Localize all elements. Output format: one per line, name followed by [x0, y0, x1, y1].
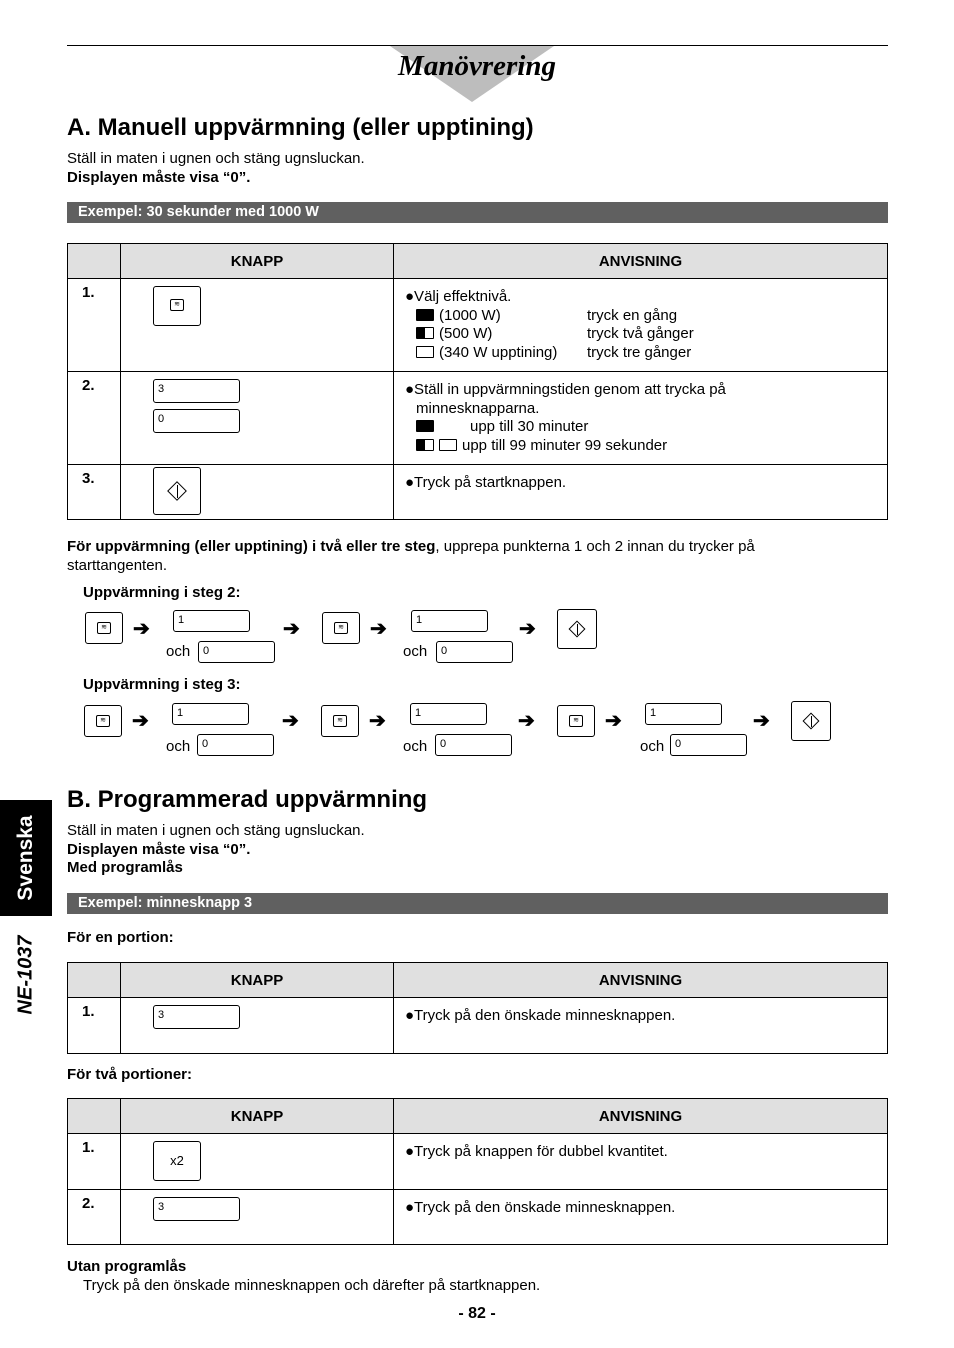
section-a-table — [67, 243, 888, 520]
arrow-icon: ➔ — [370, 618, 387, 640]
section-a-intro-1: Ställ in maten i ugnen och stäng ugnsluckan. — [67, 150, 365, 167]
model-label: NE-1037 — [14, 935, 37, 1015]
memory-key-0[interactable]: 0 — [197, 734, 274, 756]
step-number: 1. — [68, 998, 121, 1054]
waves-icon: ≋ — [96, 715, 110, 727]
och-label: och — [166, 643, 191, 660]
memory-key-3[interactable]: 3 — [153, 379, 240, 403]
step-number: 1. — [68, 279, 121, 372]
double-quantity-button[interactable]: x2 — [153, 1141, 201, 1181]
arrow-icon: ➔ — [283, 618, 300, 640]
power-level-button[interactable] — [322, 612, 360, 644]
col-knapp: KNAPP — [121, 1099, 394, 1134]
utan-programlas-text: Tryck på den önskade minnesknappen och därefter på startknappen. — [83, 1277, 541, 1294]
table-row: 1. 3 ●Tryck på den önskade minnesknappen. — [68, 998, 888, 1054]
waves-icon: ≋ — [334, 622, 348, 634]
arrow-icon: ➔ — [753, 710, 770, 732]
memory-key-3[interactable]: 3 — [153, 1197, 240, 1221]
memory-key-0[interactable]: 0 — [435, 734, 512, 756]
waves-icon: ≋ — [333, 715, 347, 727]
arrow-icon: ➔ — [282, 710, 299, 732]
step-number: 2. — [68, 372, 121, 465]
memory-key-1[interactable]: 1 — [173, 610, 250, 632]
waves-icon: ≋ — [97, 622, 111, 634]
section-b-intro-3: Med programlås — [67, 859, 183, 876]
section-a-intro-2: Displayen måste visa “0”. — [67, 169, 251, 186]
och-label: och — [640, 738, 665, 755]
arrow-icon: ➔ — [132, 710, 149, 732]
power-defrost-icon — [416, 346, 434, 358]
table-row: 1. ≋ ●Välj effektnivå. (1000 W) tryck en gång (500 W) tryck två gånger (340 W upptining) tryck tre gånger — [68, 279, 888, 372]
steg2-label: Uppvärmning i steg 2: — [83, 584, 241, 601]
language-tab-label: Svenska — [14, 815, 37, 901]
waves-icon: ≋ — [170, 299, 184, 311]
utan-programlas-label: Utan programlås — [67, 1258, 187, 1275]
col-knapp: KNAPP — [121, 963, 394, 998]
two-portion-table — [67, 1098, 888, 1245]
tva-portioner-label: För två portioner: — [67, 1066, 193, 1083]
section-b-heading: B. Programmerad uppvärmning — [67, 786, 428, 813]
section-a-example-bar: Exempel: 30 sekunder med 1000 W — [67, 202, 888, 223]
memory-key-0[interactable]: 0 — [670, 734, 747, 756]
memory-key-1[interactable]: 1 — [172, 703, 249, 725]
och-label: och — [403, 738, 428, 755]
memory-key-1[interactable]: 1 — [411, 610, 488, 632]
power-level-button[interactable] — [153, 286, 201, 326]
memory-key-3[interactable]: 3 — [153, 1005, 240, 1029]
memory-key-0[interactable]: 0 — [198, 641, 275, 663]
col-anvisning: ANVISNING — [394, 1099, 888, 1134]
arrow-icon: ➔ — [519, 618, 536, 640]
page-title: Manövrering — [398, 50, 556, 82]
table-row: 1. x2 ●Tryck på knappen för dubbel kvantitet. — [68, 1134, 888, 1190]
page-number: - 82 - — [458, 1305, 496, 1322]
power-defrost-icon — [439, 439, 457, 451]
waves-icon: ≋ — [569, 715, 583, 727]
memory-key-0[interactable]: 0 — [436, 641, 513, 663]
power-half-icon — [416, 439, 434, 451]
step1-bullet: ●Välj effektnivå. — [405, 288, 512, 305]
power-full-icon — [416, 420, 434, 432]
power-level-button[interactable] — [557, 705, 595, 737]
col-anvisning: ANVISNING — [394, 963, 888, 998]
section-b-example-bar: Exempel: minnesknapp 3 — [67, 893, 888, 914]
power-full-icon — [416, 309, 434, 321]
table-row: 2. 3 ●Tryck på den önskade minnesknappen. — [68, 1190, 888, 1245]
en-portion-label: För en portion: — [67, 929, 174, 946]
memory-key-0[interactable]: 0 — [153, 409, 240, 433]
section-a-heading: A. Manuell uppvärmning (eller upptining) — [67, 114, 534, 141]
memory-key-1[interactable]: 1 — [410, 703, 487, 725]
och-label: och — [403, 643, 428, 660]
power-half-icon — [416, 327, 434, 339]
arrow-icon: ➔ — [518, 710, 535, 732]
step-number: 1. — [68, 1134, 121, 1190]
arrow-icon: ➔ — [605, 710, 622, 732]
table-row: 3. ●Tryck på startknappen. — [68, 465, 888, 520]
start-button[interactable] — [153, 467, 201, 515]
step-number: 3. — [68, 465, 121, 520]
col-anvisning: ANVISNING — [394, 244, 888, 279]
section-b-intro-2: Displayen måste visa “0”. — [67, 841, 251, 858]
steg3-label: Uppvärmning i steg 3: — [83, 676, 241, 693]
power-level-button[interactable] — [85, 612, 123, 644]
table-row: 2. 3 0 ●Ställ in uppvärmningstiden genom att trycka på minnesknapparna. upp till 30 minuter upp till 99 minuter 99 sekunder — [68, 372, 888, 465]
och-label: och — [166, 738, 191, 755]
memory-key-1[interactable]: 1 — [645, 703, 722, 725]
arrow-icon: ➔ — [133, 618, 150, 640]
col-knapp: KNAPP — [121, 244, 394, 279]
step-number: 2. — [68, 1190, 121, 1245]
multi-step-note: För uppvärmning (eller upptining) i två eller tre steg, upprepa punkterna 1 och 2 innan du trycker på starttangenten. — [67, 538, 755, 574]
start-button[interactable] — [791, 701, 831, 741]
section-b-intro-1: Ställ in maten i ugnen och stäng ugnsluckan. — [67, 822, 365, 839]
power-level-button[interactable] — [84, 705, 122, 737]
arrow-icon: ➔ — [369, 710, 386, 732]
power-level-button[interactable] — [321, 705, 359, 737]
one-portion-table — [67, 962, 888, 1054]
start-button[interactable] — [557, 609, 597, 649]
